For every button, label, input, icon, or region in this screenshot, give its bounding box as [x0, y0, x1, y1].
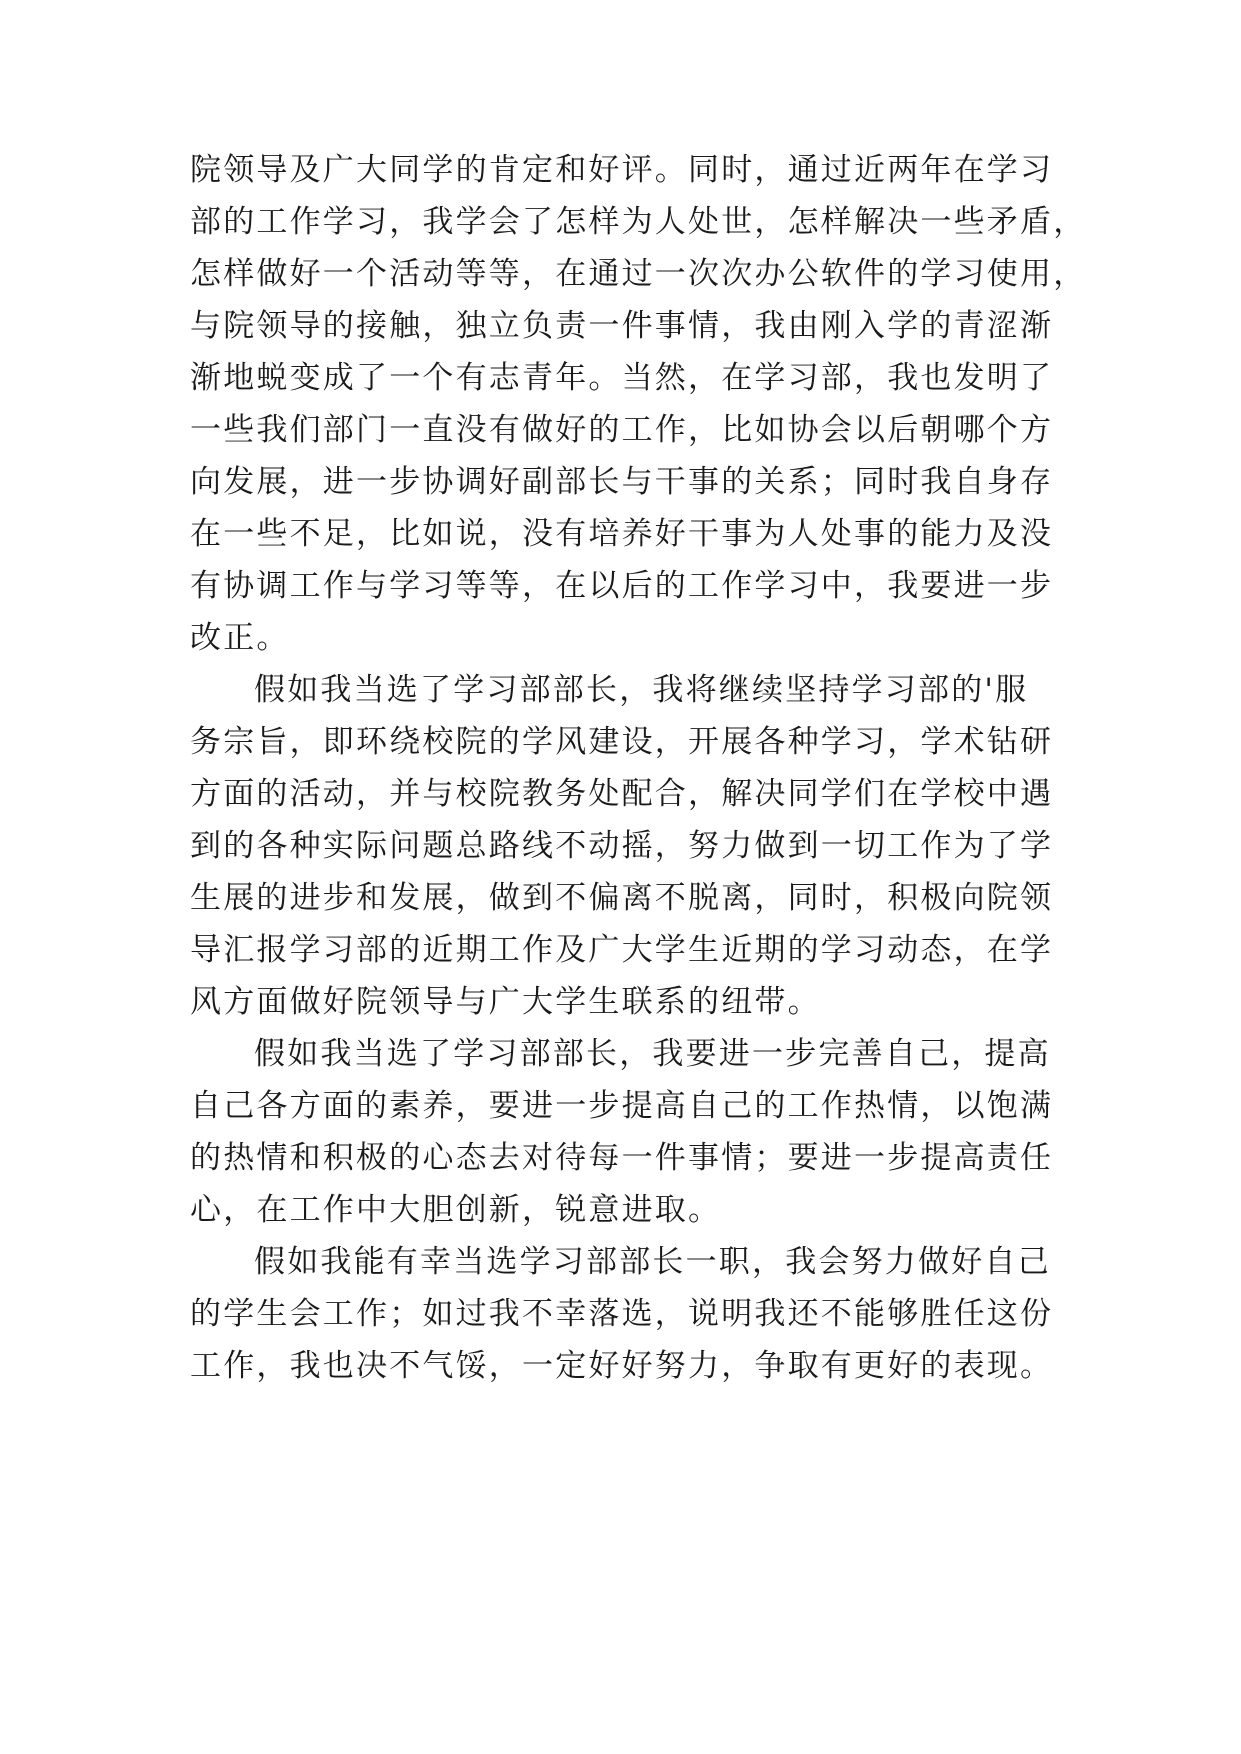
- paragraph-first-line: 假如我能有幸当选学习部部长一职，我会努力做好自己: [254, 1244, 1051, 1280]
- text-line: 一些我们部门一直没有做好的工作，比如协会以后朝哪个方: [190, 412, 1054, 448]
- text-line: 院领导及广大同学的肯定和好评。同时，通过近两年在学习: [190, 152, 1054, 188]
- text-line: 导汇报学习部的近期工作及广大学生近期的学习动态，在学: [190, 932, 1054, 968]
- paragraph-first-line: 假如我当选了学习部部长，我将继续坚持学习部的'服: [254, 672, 1029, 708]
- text-line: 改正。: [190, 620, 290, 656]
- text-line: 的学生会工作；如过我不幸落选，说明我还不能够胜任这份: [190, 1296, 1054, 1332]
- text-line: 工作，我也决不气馁，一定好好努力，争取有更好的表现。: [190, 1348, 1054, 1384]
- text-line: 自己各方面的素养，要进一步提高自己的工作热情，以饱满: [190, 1088, 1054, 1124]
- text-line: 方面的活动，并与校院教务处配合，解决同学们在学校中遇: [190, 776, 1054, 812]
- text-line: 部的工作学习，我学会了怎样为人处世，怎样解决一些矛盾，: [190, 204, 1087, 240]
- text-line: 的热情和积极的心态去对待每一件事情；要进一步提高责任: [190, 1140, 1054, 1176]
- text-line: 到的各种实际问题总路线不动摇，努力做到一切工作为了学: [190, 828, 1054, 864]
- paragraph-first-line: 假如我当选了学习部部长，我要进一步完善自己，提高: [254, 1036, 1051, 1072]
- text-line: 在一些不足，比如说，没有培养好干事为人处事的能力及没: [190, 516, 1054, 552]
- text-line: 务宗旨，即环绕校院的学风建设，开展各种学习，学术钻研: [190, 724, 1054, 760]
- text-line: 有协调工作与学习等等，在以后的工作学习中，我要进一步: [190, 568, 1054, 604]
- text-line: 怎样做好一个活动等等，在通过一次次办公软件的学习使用，: [190, 256, 1087, 292]
- text-line: 渐地蜕变成了一个有志青年。当然，在学习部，我也发明了: [190, 360, 1054, 396]
- text-line: 生展的进步和发展，做到不偏离不脱离，同时，积极向院领: [190, 880, 1054, 916]
- text-line: 心，在工作中大胆创新，锐意进取。: [190, 1192, 722, 1228]
- text-line: 风方面做好院领导与广大学生联系的纽带。: [190, 984, 821, 1020]
- text-line: 向发展，进一步协调好副部长与干事的关系；同时我自身存: [190, 464, 1054, 500]
- text-line: 与院领导的接触，独立负责一件事情，我由刚入学的青涩渐: [190, 308, 1054, 344]
